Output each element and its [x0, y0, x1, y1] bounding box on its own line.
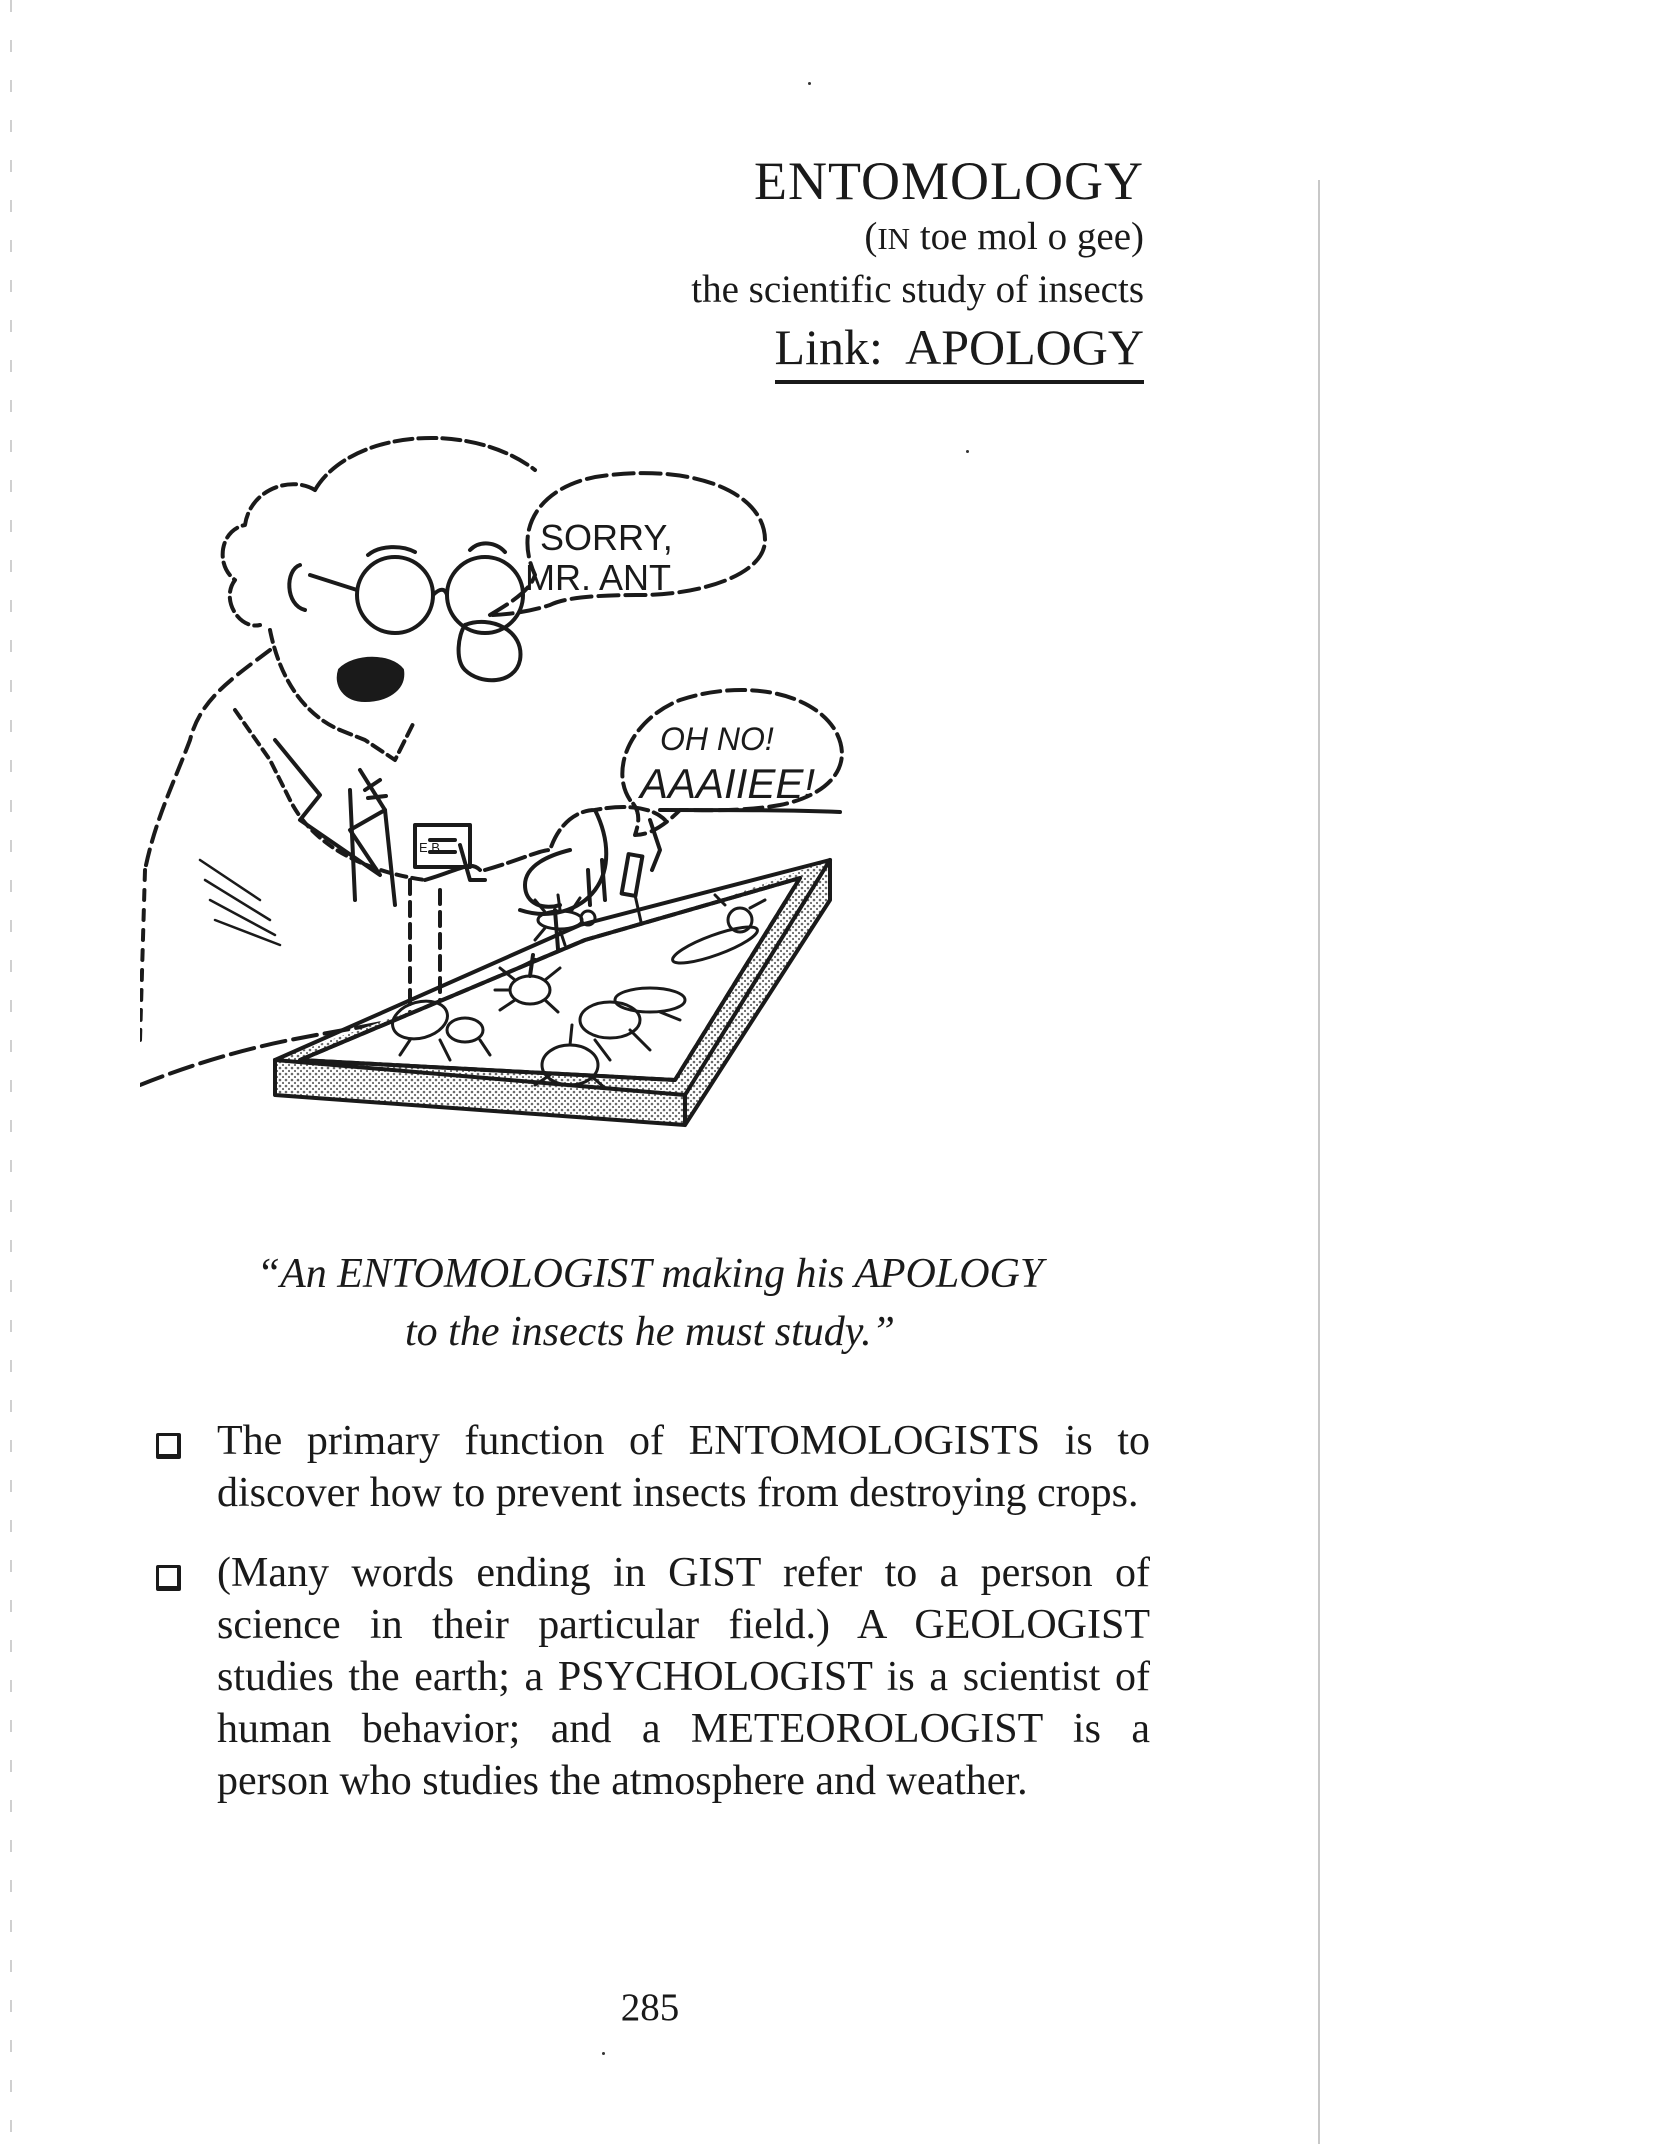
scan-speck	[808, 82, 811, 85]
pronunciation-stress: IN	[877, 221, 911, 256]
cartoon-illustration	[140, 400, 1150, 1230]
note-text: The primary function of ENTOMOLOGISTS is to discover how to prevent insects from destroying crops.	[217, 1418, 1150, 1516]
caption-line-2: to the insects he must study.”	[405, 1309, 895, 1355]
cartoon-caption	[150, 1245, 1150, 1361]
notes-list	[150, 1415, 1150, 1835]
pronunciation: (IN toe mol o gee)	[864, 215, 1144, 258]
definition: the scientific study of insects	[691, 268, 1144, 311]
scan-speck	[602, 2052, 605, 2055]
bubble-oh-no-line-2: AAAIIEE!	[640, 760, 816, 807]
checkbox-bullet-icon	[156, 1565, 181, 1591]
link-word: APOLOGY	[905, 319, 1144, 375]
page-edge-line	[1318, 180, 1320, 2144]
headword-block	[691, 150, 1144, 384]
checkbox-bullet-icon	[156, 1433, 181, 1459]
bubble-sorry-line-1: SORRY,	[540, 517, 673, 558]
scan-left-edge	[10, 0, 12, 2144]
specimen-tray	[275, 860, 830, 1125]
headword: ENTOMOLOGY	[754, 151, 1144, 211]
list-item	[150, 1547, 1150, 1807]
caption-line-1: “An ENTOMOLOGIST making his APOLOGY	[256, 1251, 1044, 1297]
bubble-oh-no-line-1: OH NO!	[660, 721, 774, 757]
page-number: 285	[620, 1986, 680, 2029]
link-line	[775, 316, 1144, 384]
badge-text: E.B.	[419, 840, 444, 855]
note-text: (Many words ending in GIST refer to a person of science in their particular field.) A GEOLOGIST studies the earth; a PSYCHOLOGIST is a scientist of human behavior; and a METEOROLOGIST is a person who studies the atmosphere and weather.	[217, 1550, 1150, 1804]
bubble-sorry-line-2: MR. ANT	[525, 557, 672, 598]
link-label: Link:	[774, 319, 883, 375]
list-item	[150, 1415, 1150, 1519]
